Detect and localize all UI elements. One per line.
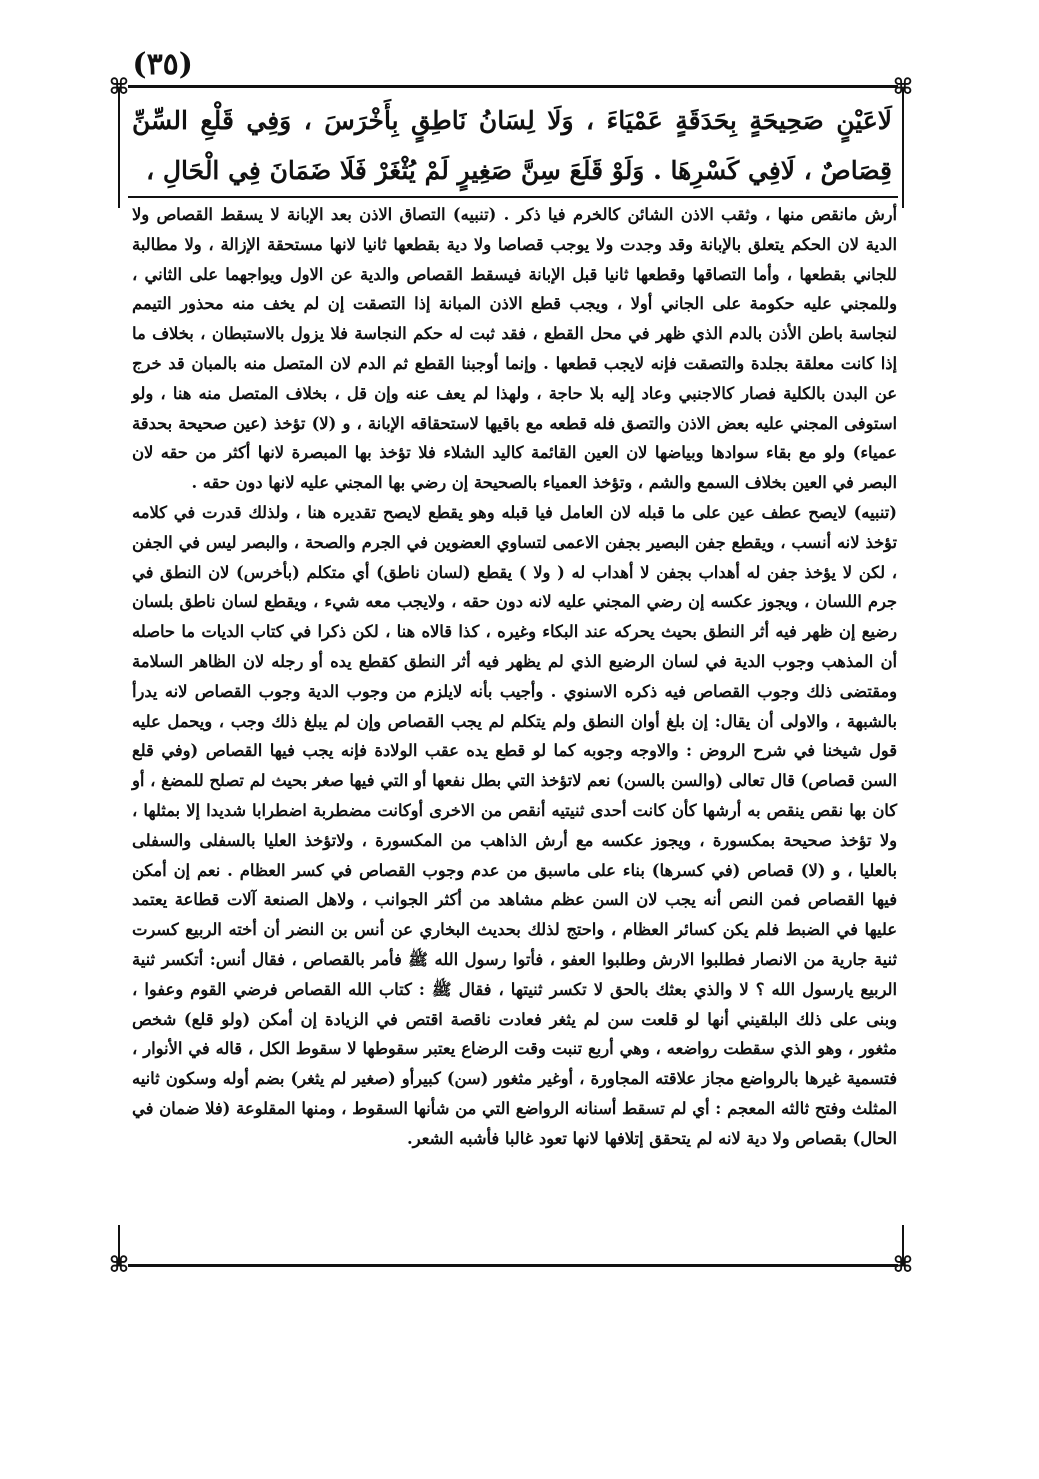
sharh-paragraph: (تنبيه) لايصح عطف عين على ما قبله لان العامل فيا قبله وهو يقطع لايصح تقديره هنا ، ولذلك قدرت في كلامه تؤخذ لانه أنسب ، ويقطع جفن البصير بجفن الاعمى لتساوي العضوين في الجرم والصحة ، والبصر ليس في الجفن ، لكن لا يؤخذ جفن له أهداب بجفن لا أهداب له ( ولا ) يقطع (لسان ناطق) أي متكلم (بأخرس) لان النطق في جرم اللسان ، ويجوز عكسه إن رضي المجني عليه لانه دون حقه ، ولايجب معه شيء ، ويقطع لسان ناطق بلسان رضيع إن ظهر فيه أثر النطق بحيث يحركه عند البكاء وغيره ، كذا قالاه هنا ، لكن ذكرا في كتاب الديات ما حاصله أن المذهب وجوب الدية في لسان الرضيع الذي لم يظهر فيه أثر النطق كقطع يده أو رجله لان الظاهر السلامة ومقتضى ذلك وجوب القصاص فيه ذكره الاسنوي . وأجيب بأنه لايلزم من وجوب الدية وجوب القصاص لانه يدرأ بالشبهة ، والاولى أن يقال: إن بلغ أوان النطق ولم يتكلم لم يجب القصاص وإن لم يبلغ ذلك وجب ، ويحمل عليه قول شيخنا في شرح الروض : والاوجه وجوبه كما لو قطع يده عقب الولادة فإنه يجب فيها القصاص (وفي قلع السن قصاص) قال تعالى (والسن بالسن) نعم لاتؤخذ التي بطل نفعها أو التي فيها صغر بحيث لم تصلح للمضغ ، أو كان بها نقص ينقص به أرشها كأن كانت أحدى ثنيتيه أنقص من الاخرى أوكانت مضطربة اضطرابا شديدا إلا بمثلها ، ولا تؤخذ صحيحة بمكسورة ، ويجوز عكسه مع أرش الذاهب من المكسورة ، ولاتؤخذ العليا بالسفلى والسفلى بالعليا ، و (لا) قصاص (في كسرها) بناء على ماسبق من عدم وجوب القصاص في كسر العظام . نعم إن أمكن فيها القصاص فمن النص أنه يجب لان السن عظم مشاهد من أكثر الجوانب ، ولاهل الصنعة آلات قطاعة يعتمد عليها في الضبط فلم يكن كسائر العظام ، واحتج لذلك بحديث البخاري عن أنس بن النضر أن أخته الربيع كسرت ثنية جارية من الانصار فطلبوا الارش وطلبوا العفو ، فأتوا رسول الله ﷺ فأمر بالقصاص ، فقال أنس: أتكسر ثنية الربيع يارسول الله ؟ لا والذي بعثك بالحق لا تكسر ثنيتها ، فقال ﷺ : كتاب الله القصاص فرضي القوم وعفوا ، وبنى على ذلك البلقيني أنها لو قلعت سن لم يثغر فعادت ناقصة اقتص في الزيادة إن أمكن (ولو قلع) شخص مثغور ، وهو الذي سقطت رواضعه ، وهي أربع تنبت وقت الرضاع يعتبر سقوطها لا سقوط الكل ، قاله في الأنوار ، فتسمية غيرها بالرواضع مجاز علاقته المجاورة ، أوغير مثغور (سن) كبيرأو (صغير لم يثغر) بضم أوله وسكون ثانيه المثلث وفتح ثالثه المعجم : أي لم تسقط أسنانه الرواضع التي من شأنها السقوط ، ومنها المقلوعة (فلا ضمان في الحال) بقصاص ولا دية لانه لم يتحقق إتلافها لانها تعود غالبا فأشبه الشعر. [132, 502, 897, 1148]
corner-ornament-icon: ⌘ [892, 1252, 914, 1278]
corner-ornament-icon: ⌘ [108, 74, 130, 100]
left-border-line [118, 88, 120, 208]
matn-text: لَاعَيْنٍ صَحِيحَةٍ بِحَدَقَةٍ عَمْيَاءَ ، وَلَا لِسَانُ نَاطِقٍ بِأَخْرَسَ ، وَفِي قَلْعِ السِّنِّ قِصَاصٌ ، لَافِي كَسْرِهَا . وَلَوْ قَلَعَ سِنَّ صَغِيرٍ لَمْ يُثْغَرْ فَلَا ضَمَانَ فِي الْحَالِ ، [132, 106, 892, 185]
top-border-line [128, 85, 898, 88]
matn-divider-line [128, 196, 898, 198]
sharh-paragraph: أرش مانقص منها ، وثقب الاذن الشائن كالخرم فيا ذكر . (تنبيه) التصاق الاذن بعد الإبانة لا يسقط القصاص ولا الدية لان الحكم يتعلق بالإبانة وقد وجدت ولا يوجب قصاصا ولا دية بقطعها ثانيا لانها مستحقة الإزالة ، ولا مطالبة للجاني بقطعها ، وأما التصاقها وقطعها ثانيا قبل الإبانة فيسقط القصاص والدية عن الاول ويواجهما على الثاني ، وللمجني عليه حكومة على الجاني أولا ، ويجب قطع الاذن المبانة إذا التصقت إن لم يخف منه محذور التيمم لنجاسة باطن الأذن بالدم الذي ظهر في محل القطع ، فقد ثبت له حكم النجاسة فلا يزول بالاستبطان ، بخلاف ما إذا كانت معلقة بجلدة والتصقت فإنه لايجب قطعها . وإنما أوجبنا القطع ثم الدم لان المتصل منه بالمبان قد خرج عن البدن بالكلية فصار كالاجنبي وعاد إليه بلا حاجة ، ولهذا لم يعف عنه وإن قل ، بخلاف المتصل منه هنا ، ولو استوفى المجني عليه بعض الاذن والتصق فله قطعه مع باقيها لاستحقاقه الإبانة ، و (لا) تؤخذ (عين صحيحة بحدقة عمياء) ولو مع بقاء سوادها وبياضها لان العين القائمة كاليد الشلاء فلا تؤخذ بها المبصرة لانها أكثر من حقه لان البصر في العين بخلاف السمع والشم ، وتؤخذ العمياء بالصحيحة إن رضي بها المجني عليه لانها دون حقه . [132, 205, 897, 493]
right-border-line [902, 88, 904, 208]
corner-ornament-icon: ⌘ [892, 74, 914, 100]
sharh-commentary [132, 200, 897, 1154]
bottom-border-line [128, 1264, 898, 1267]
page-number: (٣٥) [132, 47, 193, 82]
corner-ornament-icon: ⌘ [108, 1252, 130, 1278]
